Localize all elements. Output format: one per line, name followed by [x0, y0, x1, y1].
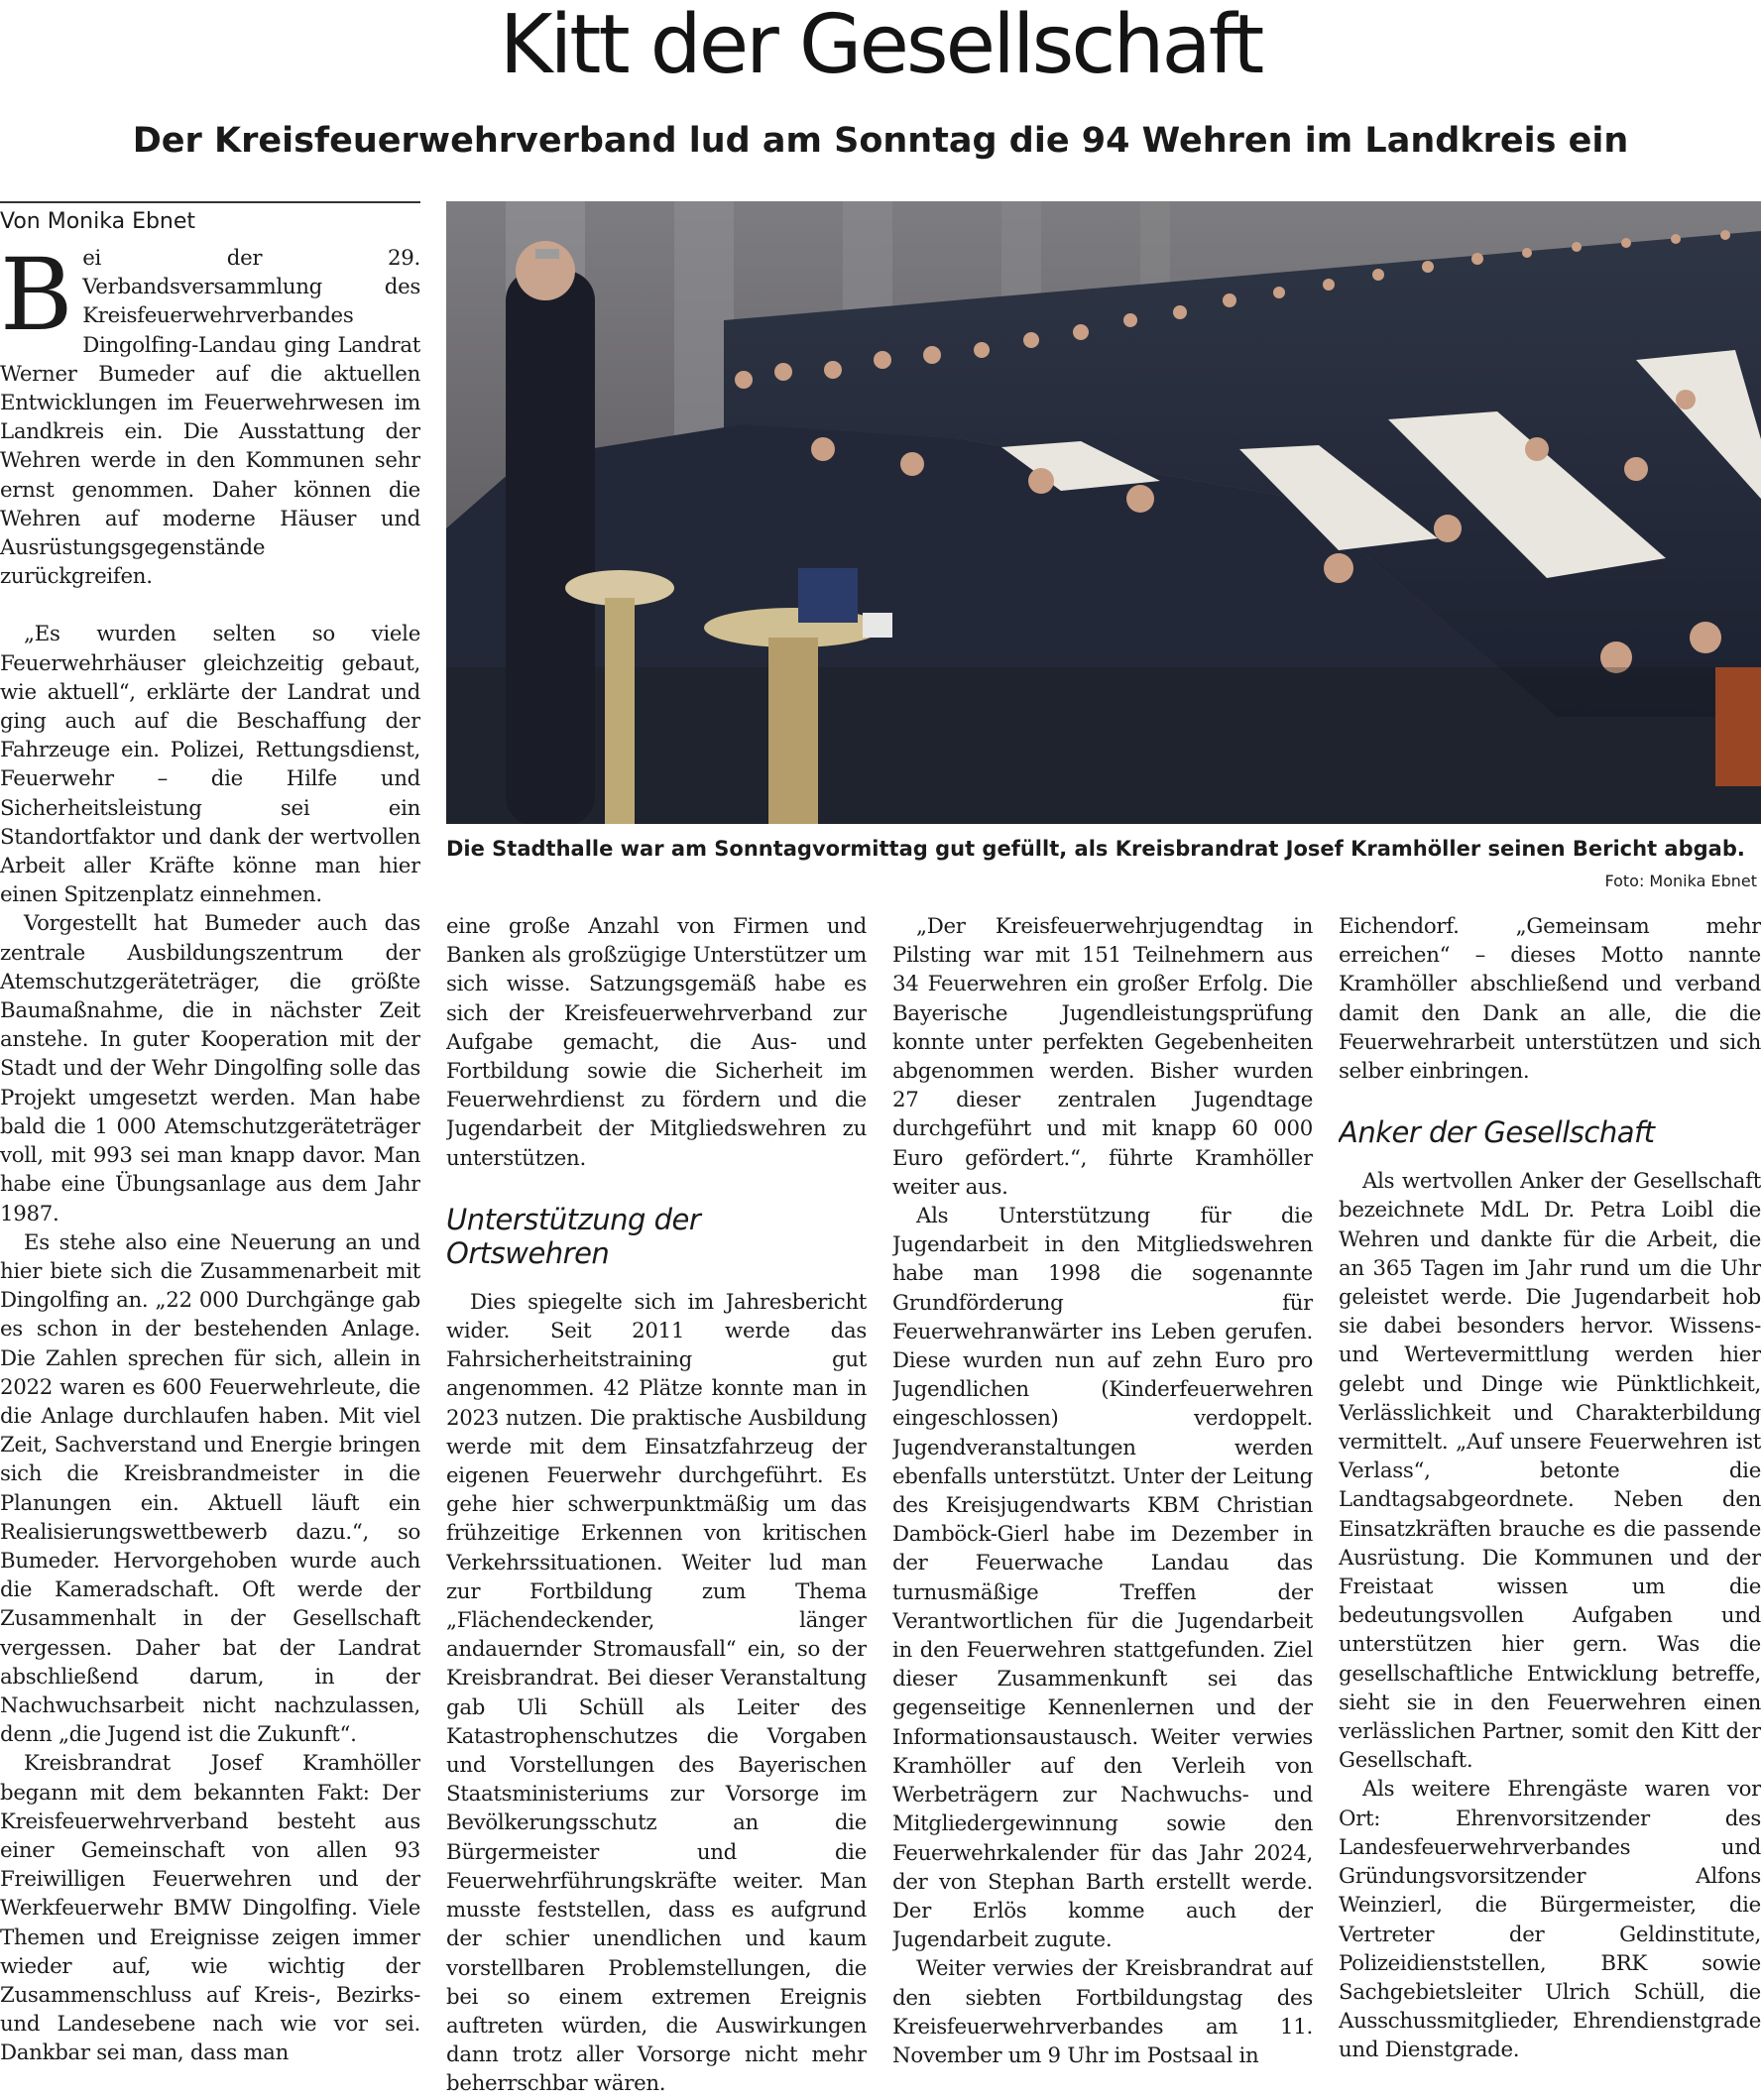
article-column-1 [0, 244, 420, 2100]
byline-rule [0, 201, 420, 203]
paragraph: eine große Anzahl von Firmen und Banken als großzügige Unterstützer um sich wisse. Satzungsgemäß habe es sich der Kreisfeuerwehrverband zur Aufgabe gemacht, die Aus- und Fortbildung sowie die Sicherheit im Feuerwehrdienst zu fördern und die Jugendarbeit der Mitgliedswehren zu unterstützen. [446, 914, 867, 1171]
paragraph: Als weitere Ehrengäste waren vor Ort: Ehrenvorsitzender des Landesfeuerwehrverbandes und Gründungsvorsitzender Alfons Weinzierl, die Bürgermeister, die Vertreter der Geldinstitute, Polizeidienststellen, BRK sowie Sachgebietsleiter Ulrich Schüll, die Ausschussmitglieder, Ehrendienstgrade und Dienstgrade. [1339, 1777, 1761, 2063]
section-heading: Unterstützung der Ortswehren [446, 1202, 701, 1270]
paragraph: Vorgestellt hat Bumeder auch das zentrale Ausbildungszentrum der Atemschutzgeräteträger, die größte Baumaßnahme, die in nächster Zeit anstehe. In guter Kooperation mit der Stadt und der Wehr Dingolfing solle das Projekt umgesetzt werden. Man habe bald die 1 000 Atemschutzgeräteträger voll, mit 993 sei man knapp davor. Man habe eine Übungsanlage aus dem Jahr 1987. [0, 911, 420, 1226]
paragraph: „Der Kreisfeuerwehrjugendtag in Pilsting war mit 151 Teilnehmern aus 34 Feuerwehren ein großer Erfolg. Die Bayerische Jugendleistungsprüfung konnte unter perfekten Gegebenheiten abgenommen werden. Bisher wurden 27 dieser zentralen Jugendtage durchgeführt und mit knapp 60 000 Euro gefördert.“, führte Kramhöller weiter aus. [892, 914, 1313, 1200]
section-heading: Anker der Gesellschaft [1339, 1115, 1655, 1150]
paragraph: „Es wurden selten so viele Feuerwehrhäuser gleichzeitig gebaut, wie aktuell“, erklärte der Landrat und ging auch auf die Beschaffung der Fahrzeuge ein. Polizei, Rettungsdienst, Feuerwehr – die Hilfe und Sicherheitsleistung sei ein Standortfaktor und dank der wertvollen Arbeit aller Kräfte könne man hier einen Spitzenplatz einnehmen. [0, 622, 420, 908]
article-photo [446, 201, 1761, 824]
photo-credit: Foto: Monika Ebnet [1604, 872, 1757, 890]
headline: Kitt der Gesellschaft [499, 0, 1262, 92]
paragraph: Als wertvollen Anker der Gesellschaft bezeichnete MdL Dr. Petra Loibl die Wehren und dankte für die Arbeit, die an 365 Tagen im Jahr rund um die Uhr geleistet werde. Die Jugendarbeit hob sie dabei besonders hervor. Wissens- und Wertevermittlung werden hier gelebt und Dinge wie Pünktlichkeit, Verlässlichkeit und Charakterbildung vermittelt. „Auf unsere Feuerwehren ist Verlass“, betonte die Landtagsabgeordnete. Neben den Einsatzkräften brauche es die passende Ausrüstung. Die Kommunen und der Freistaat wissen um die bedeutungsvollen Aufgaben und unterstützen hier gern. Was die gesellschaftliche Entwicklung betreffe, sieht sie in den Feuerwehren einen verlässlichen Partner, somit den Kitt der Gesellschaft. [1339, 1169, 1761, 1774]
lead-paragraph [0, 244, 420, 591]
article-column-2 [446, 912, 867, 2100]
paragraph: Es stehe also eine Neuerung an und hier biete sich die Zusammenarbeit mit Dingolfing an. „22 000 Durchgänge gab es schon in der bestehenden Anlage. Die Zahlen sprechen für sich, allein in 2022 waren es 600 Feuerwehrleute, die die Anlage durchlaufen haben. Mit viel Zeit, Sachverstand und Energie bringen sich die Kreisbrandmeister in die Planungen ein. Aktuell läuft ein Realisierungswettbewerb dazu.“, so Bumeder. Hervorgehoben wurde auch die Kameradschaft. Oft werde der Zusammenhalt in der Gesellschaft vergessen. Daher bat der Landrat abschließend darum, in der Nachwuchsarbeit nicht nachzulassen, denn „die Jugend ist die Zukunft“. [0, 1229, 420, 1748]
subheadline: Der Kreisfeuerwehrverband lud am Sonntag die 94 Wehren im Landkreis ein [132, 121, 1629, 161]
byline: Von Monika Ebnet [0, 209, 196, 234]
dropcap: B [0, 244, 73, 353]
photo-caption: Die Stadthalle war am Sonntagvormittag gut gefüllt, als Kreisbrandrat Josef Kramhöller seinen Bericht abgab. [446, 837, 1745, 861]
paragraph: Dies spiegelte sich im Jahresbericht wider. Seit 2011 werde das Fahrsicherheitstraining gut angenommen. 42 Plätze konnte man in 2023 nutzen. Die praktische Ausbildung werde mit dem Einsatzfahrzeug der eigenen Feuerwehr durchgeführt. Es gehe hier schwerpunktmäßig um das frühzeitige Erkennen von kritischen Verkehrssituationen. Weiter lud man zur Fortbildung zum Thema „Flächendeckender, länger andauernder Stromausfall“ ein, so der Kreisbrandrat. Bei dieser Veranstaltung gab Uli Schüll als Leiter des Katastrophenschutzes die Vorgaben und Vorstellungen des Bayerischen Staatsministeriums zur Vorsorge im Bevölkerungsschutz an die Bürgermeister und die Feuerwehrführungskräfte weiter. Man musste feststellen, dass es aufgrund der schier unendlichen und kaum vorstellbaren Problemstellungen, die bei so einem extremen Ereignis auftreten würden, die Auswirkungen dann trotz aller Vorsorge nicht mehr beherrschbar wären. [446, 1289, 867, 2097]
article-column-4 [1339, 912, 1761, 2100]
paragraph: Kreisbrandrat Josef Kramhöller begann mit dem bekannten Fakt: Der Kreisfeuerwehrverband besteht aus einer Gemeinschaft von allen 93 Freiwilligen Feuerwehren und der Werkfeuerwehr BMW Dingolfing. Viele Themen und Ereignisse zeigen immer wieder auf, wie wichtig der Zusammenschluss auf Kreis-, Bezirks- und Landesebene nach wie vor sei. Dankbar sei man, dass man [0, 1751, 420, 2066]
paragraph: Eichendorf. „Gemeinsam mehr erreichen“ – dieses Motto nannte Kramhöller abschließend und verband damit den Dank an alle, die die Feuerwehrarbeit unterstützen und sich selber einbringen. [1339, 914, 1761, 1085]
paragraph: Weiter verwies der Kreisbrandrat auf den siebten Fortbildungstag des Kreisfeuerwehrverbandes am 11. November um 9 Uhr im Postsaal in [892, 1956, 1313, 2068]
article-column-3 [892, 912, 1313, 2100]
lead-text: ei der 29. Verbandsversammlung des Kreisfeuerwehrverbandes Dingolfing-Landau ging Landrat Werner Bumeder auf die aktuellen Entwicklungen im Feuerwehrwesen im Landkreis ein. Die Ausstattung der Wehren werde in den Kommunen sehr ernst genommen. Daher können die Wehren auf moderne Häuser und Ausrüstungsgegenstände zurückgreifen. [0, 246, 420, 590]
paragraph: Als Unterstützung für die Jugendarbeit in den Mitgliedswehren habe man 1998 die sogenannte Grundförderung für Feuerwehranwärter ins Leben gerufen. Diese wurden nun auf zehn Euro pro Jugendlichen (Kinderfeuerwehren eingeschlossen) verdoppelt. Jugendveranstaltungen werden ebenfalls unterstützt. Unter der Leitung des Kreisjugendwarts KBM Christian Damböck-Gierl habe im Dezember in der Feuerwache Landau das turnusmäßige Treffen der Verantwortlichen für die Jugendarbeit in den Feuerwehren stattgefunden. Ziel dieser Zusammenkunft sei das gegenseitige Kennenlernen und der Informationsaustausch. Weiter verwies Kramhöller auf den Verleih von Werbeträgern zur Nachwuchs- und Mitgliedergewinnung sowie den Feuerwehrkalender für das Jahr 2024, der von Stephan Barth erstellt werde. Der Erlös komme auch der Jugendarbeit zugute. [892, 1204, 1313, 1953]
